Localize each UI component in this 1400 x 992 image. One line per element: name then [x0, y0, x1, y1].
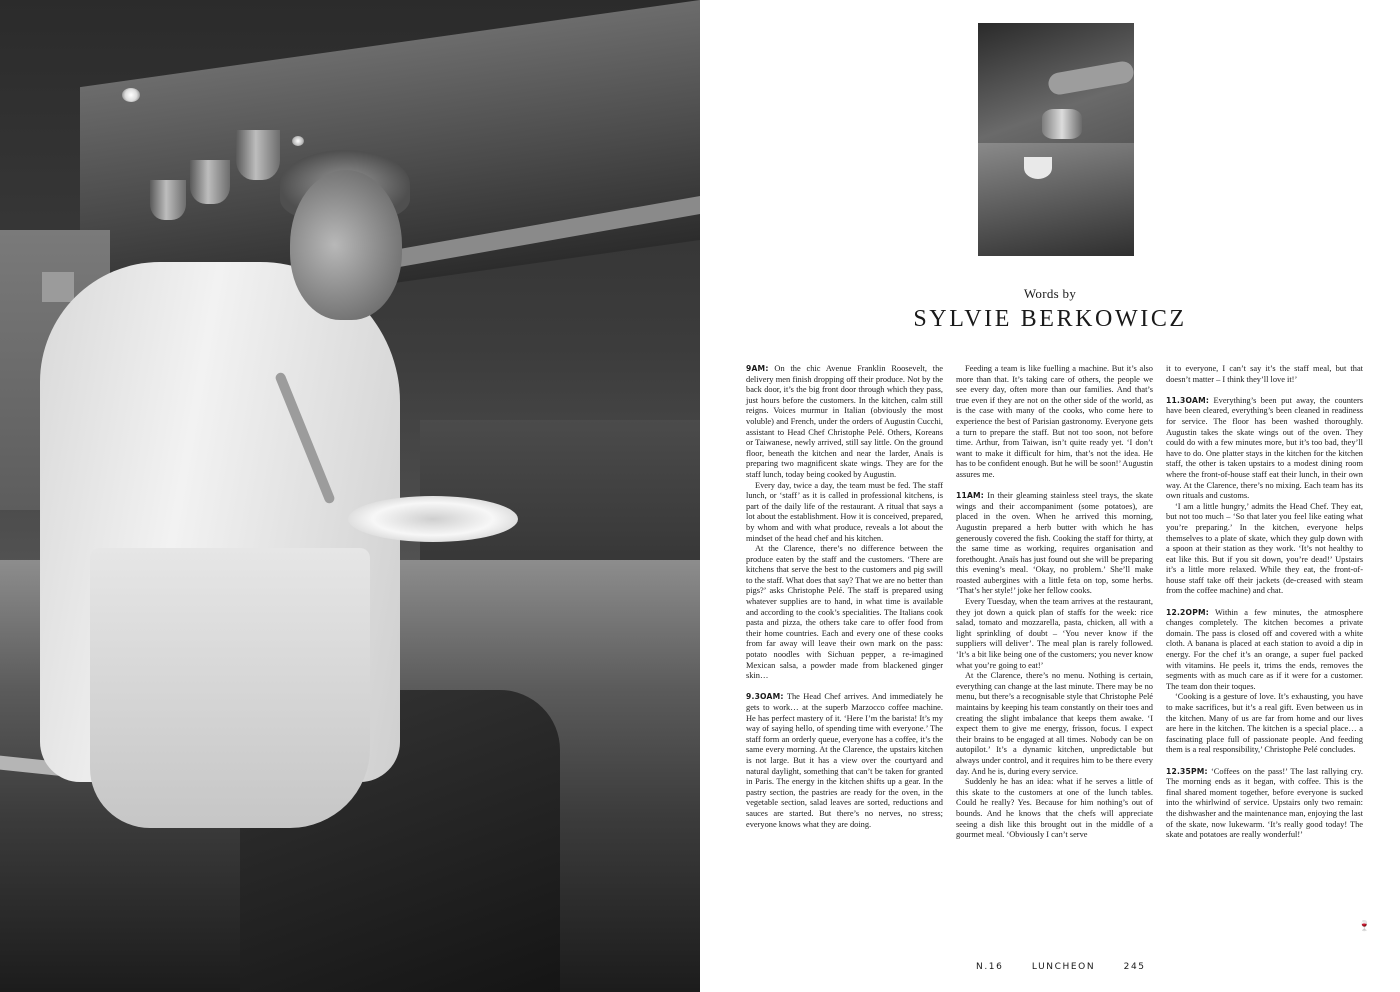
article-body	[746, 364, 1365, 939]
ceiling-light	[292, 136, 304, 146]
hanging-pot	[190, 160, 230, 204]
timestamp: 9AM:	[746, 364, 769, 373]
paragraph: 11.3OAM: Everything’s been put away, the counters have been cleared, everything’s been cleaned in readiness for service. The floor has been washed thoroughly. Augustin takes the skate wings out of the oven. They could do with a few minutes more, but it’s too bad, they’ll have to do. One platter stays in the kitchen for the kitchen staff, the other is taken upstairs to a modest dining room where the front-of-house staff eat their lunch, in their own way. At the Clarence, there’s no mixing. Each team has its own rituals and customs.	[1166, 395, 1363, 501]
chef-head	[290, 170, 402, 320]
coffee-cup	[1024, 157, 1052, 179]
paragraph: Feeding a team is like fuelling a machine. But it’s also more than that. It’s taking care of others, the people we see every day, often more than our families. And that’s true even if they are not on the other side of the world, as is the case with many of the cooks, who come here to experience the best of Parisian gastronomy. Everyone gets a turn to prepare the staff. But not too soon, not before time. Arthur, from Taiwan, isn’t quite ready yet. ‘I don’t want to make it difficult for him, that’s not the idea. He has to be confident enough. But he will be soon!’ Augustin assures me.	[956, 364, 1153, 479]
paragraph: ‘Cooking is a gesture of love. It’s exhausting, you have to make sacrifices, but it’s a real gift. Even between us in the kitchen. Many of us are far from home and our lives are here in the kitchen. The kitchen is a special place… a fascinating place full of passionate people. And feeding them is a real responsibility,’ Christophe Pelé concludes.	[1166, 692, 1363, 755]
paragraph: Every day, twice a day, the team must be fed. The staff lunch, or ‘staff’ as it is called in professional kitchens, is part of the daily life of the restaurant. A ritual that says a lot about the establishment. How it is conceived, prepared, by whom and with what produce, reveals a lot about the mindset of the head chef and his kitchen.	[746, 480, 943, 543]
wall-note	[42, 272, 74, 302]
timestamp: 9.3OAM:	[746, 692, 784, 702]
plate	[348, 496, 518, 542]
magazine-title: LUNCHEON	[1031, 962, 1096, 972]
hanging-pot	[236, 130, 280, 180]
paragraph: At the Clarence, there’s no difference between the produce eaten by the staff and the customers. ‘There are kitchens that serve the best to the customers and pig swill to the staff. What does that say? That we are no better than pigs?’ asks Christophe Pelé. The staff is prepared using whatever supplies are to hand, in what time is available and according to the cook’s specialities. The Italians cook pasta and pizza, the others take care to offer food from their home countries. Each and every one of these cooks from far away will leave their own mark on the pass: potato noodles with Sichuan pepper, a re-imagined Mexican salsa, a powder made from blackened ginger skin…	[746, 544, 943, 681]
paragraph: Suddenly he has an idea: what if he serves a little of this skate to the customers at one of the lunch tables. Could he really? Yes. Because for him nothing’s out of bounds. And he knows that the chefs will appreciate seeing a dish like this brought out in the middle of a gourmet meal. ‘Obviously I can’t serve	[956, 777, 1153, 840]
paragraph: it to everyone, I can’t say it’s the staff meal, but that doesn’t matter – I think they’ll love it!’	[1166, 364, 1363, 384]
hanging-pot	[150, 180, 186, 220]
author-name: SYLVIE BERKOWICZ	[913, 306, 1187, 332]
article-column-2	[956, 364, 1153, 841]
paragraph: Every Tuesday, when the team arrives at the restaurant, they jot down a quick plan of staffs for the week: rice salad, tomato and mozzarella, pasta, chicken, all with a light sprinkling of doubt – ‘You never know if the suppliers will deliver’. The meal plan is rarely followed. ‘It’s a bit like being one of the customers; you never know what you’re going to eat!’	[956, 597, 1153, 670]
timestamp: 11AM:	[956, 491, 985, 501]
paragraph: ‘I am a little hungry,’ admits the Head Chef. They eat, but not too much – ‘So that later you feel like eating what you’re preparing.’ In the kitchen, everyone helps themselves to a plate of skate, which they gulp down with a spoon at their station as they work. ‘It’s not healthy to eat like this. But if you sit down, you’re dead!’ Upstairs it’s a little more relaxed. While they eat, the front-of-house staff take off their jackets (de-creased with steam from the coffee machine) and chat.	[1166, 501, 1363, 596]
page-number: 245	[1123, 962, 1146, 972]
chef-apron	[90, 548, 370, 828]
timestamp: 11.3OAM:	[1166, 395, 1210, 405]
timestamp: 12.35PM:	[1166, 766, 1208, 776]
article-column-1	[746, 364, 943, 830]
coffee-counter	[978, 143, 1134, 256]
paragraph: At the Clarence, there’s no menu. Nothing is certain, everything can change at the last minute. There may be no menu, but there’s a recognisable style that Christophe Pelé maintains by keeping his team constantly on their toes and creating the slight imbalance that keeps them awake. ‘I expect them to give me energy, frisson, focus. I expect their brains to be engaged at all times. Nobody can be on autopilot.’ It’s a dynamic kitchen, unpredictable but always under control, and it requires him to be there every day. And he is, during every service.	[956, 671, 1153, 776]
page-footer	[976, 962, 1160, 972]
paragraph: 9AM: On the chic Avenue Franklin Roosevelt, the delivery men finish dropping off their produce. Not by the back door, it’s the big front door through which they pass, just hours before the customers. In the kitchen, calm still reigns. Voices murmur in Italian (obviously the most voluble) and French, under the orders of Augustin Cucchi, assistant to Head Chef Christophe Pelé. Others, Koreans or Taiwanese, newly arrived, still say little. On the ground floor, beneath the kitchen and near the larder, Anaïs is preparing two magnificent skate wings. They are for the staff lunch, today being cooked by Augustin.	[746, 364, 943, 479]
words-by-label: Words by	[1023, 286, 1077, 301]
article-column-3	[1166, 364, 1363, 841]
paragraph: 12.2OPM: Within a few minutes, the atmosphere changes completely. The kitchen becomes a private domain. The pass is closed off and covered with a white cloth. A banana is placed at each station to avoid a dip in energy. For the chef it’s an orange, a super fuel packed with vitamins. He peels it, trims the ends, removes the segments with as much care as if it were for a customer. The team don their toques.	[1166, 607, 1363, 691]
ceiling-light	[122, 88, 140, 102]
end-mark-icon: 🍷	[1358, 921, 1371, 932]
paragraph: 12.35PM: ‘Coffees on the pass!’ The last rallying cry. The morning ends as it began, with coffee. This is the final shared moment together, before everyone is sucked into the whirlwind of service. Upstairs only two remain: the dishwasher and the maintenance man, enjoying the last of the skate, now lukewarm. ‘It’s really good today! The skate and potatoes are really wonderful!’	[1166, 766, 1363, 840]
paragraph: 11AM: In their gleaming stainless steel trays, the skate wings and their accompaniment (some potatoes), are placed in the oven. When he arrived this morning, Augustin prepared a herb butter with which he has generously covered the fish. Cooking the staff for thirty, at the same time as working, requires organisation and forethought. Anaïs has just found out she will be preparing this evening’s meal. ‘Okay, no problem.’ She’ll make roasted aubergines with a little feta on top, some herbs. ‘That’s her style!’ joke her fellow cooks.	[956, 491, 1153, 596]
timestamp: 12.2OPM:	[1166, 607, 1209, 617]
portafilter	[1042, 109, 1082, 139]
paragraph: 9.3OAM: The Head Chef arrives. And immediately he gets to work… at the superb Marzocco coffee machine. He has perfect mastery of it. ‘Here I’m the barista! It’s my way of saying hello, of spending time with everyone.’ The staff form an orderly queue, everyone has a coffee, it’s the same every morning. At the Clarence, the upstairs kitchen is not large. But it has a view over the courtyard and natural daylight, something that can’t be taken for granted in Paris. The energy in the kitchen shifts up a gear. In the pastry section, the pastries are ready for the oven, in the vegetable section, salad leaves are sorted, reductions and sauces are started. But there’s no nerves, no stress; everyone knows what they are doing.	[746, 692, 943, 829]
issue-number: N.16	[976, 962, 1004, 972]
hand	[1047, 60, 1134, 97]
coffee-photo	[978, 23, 1134, 256]
